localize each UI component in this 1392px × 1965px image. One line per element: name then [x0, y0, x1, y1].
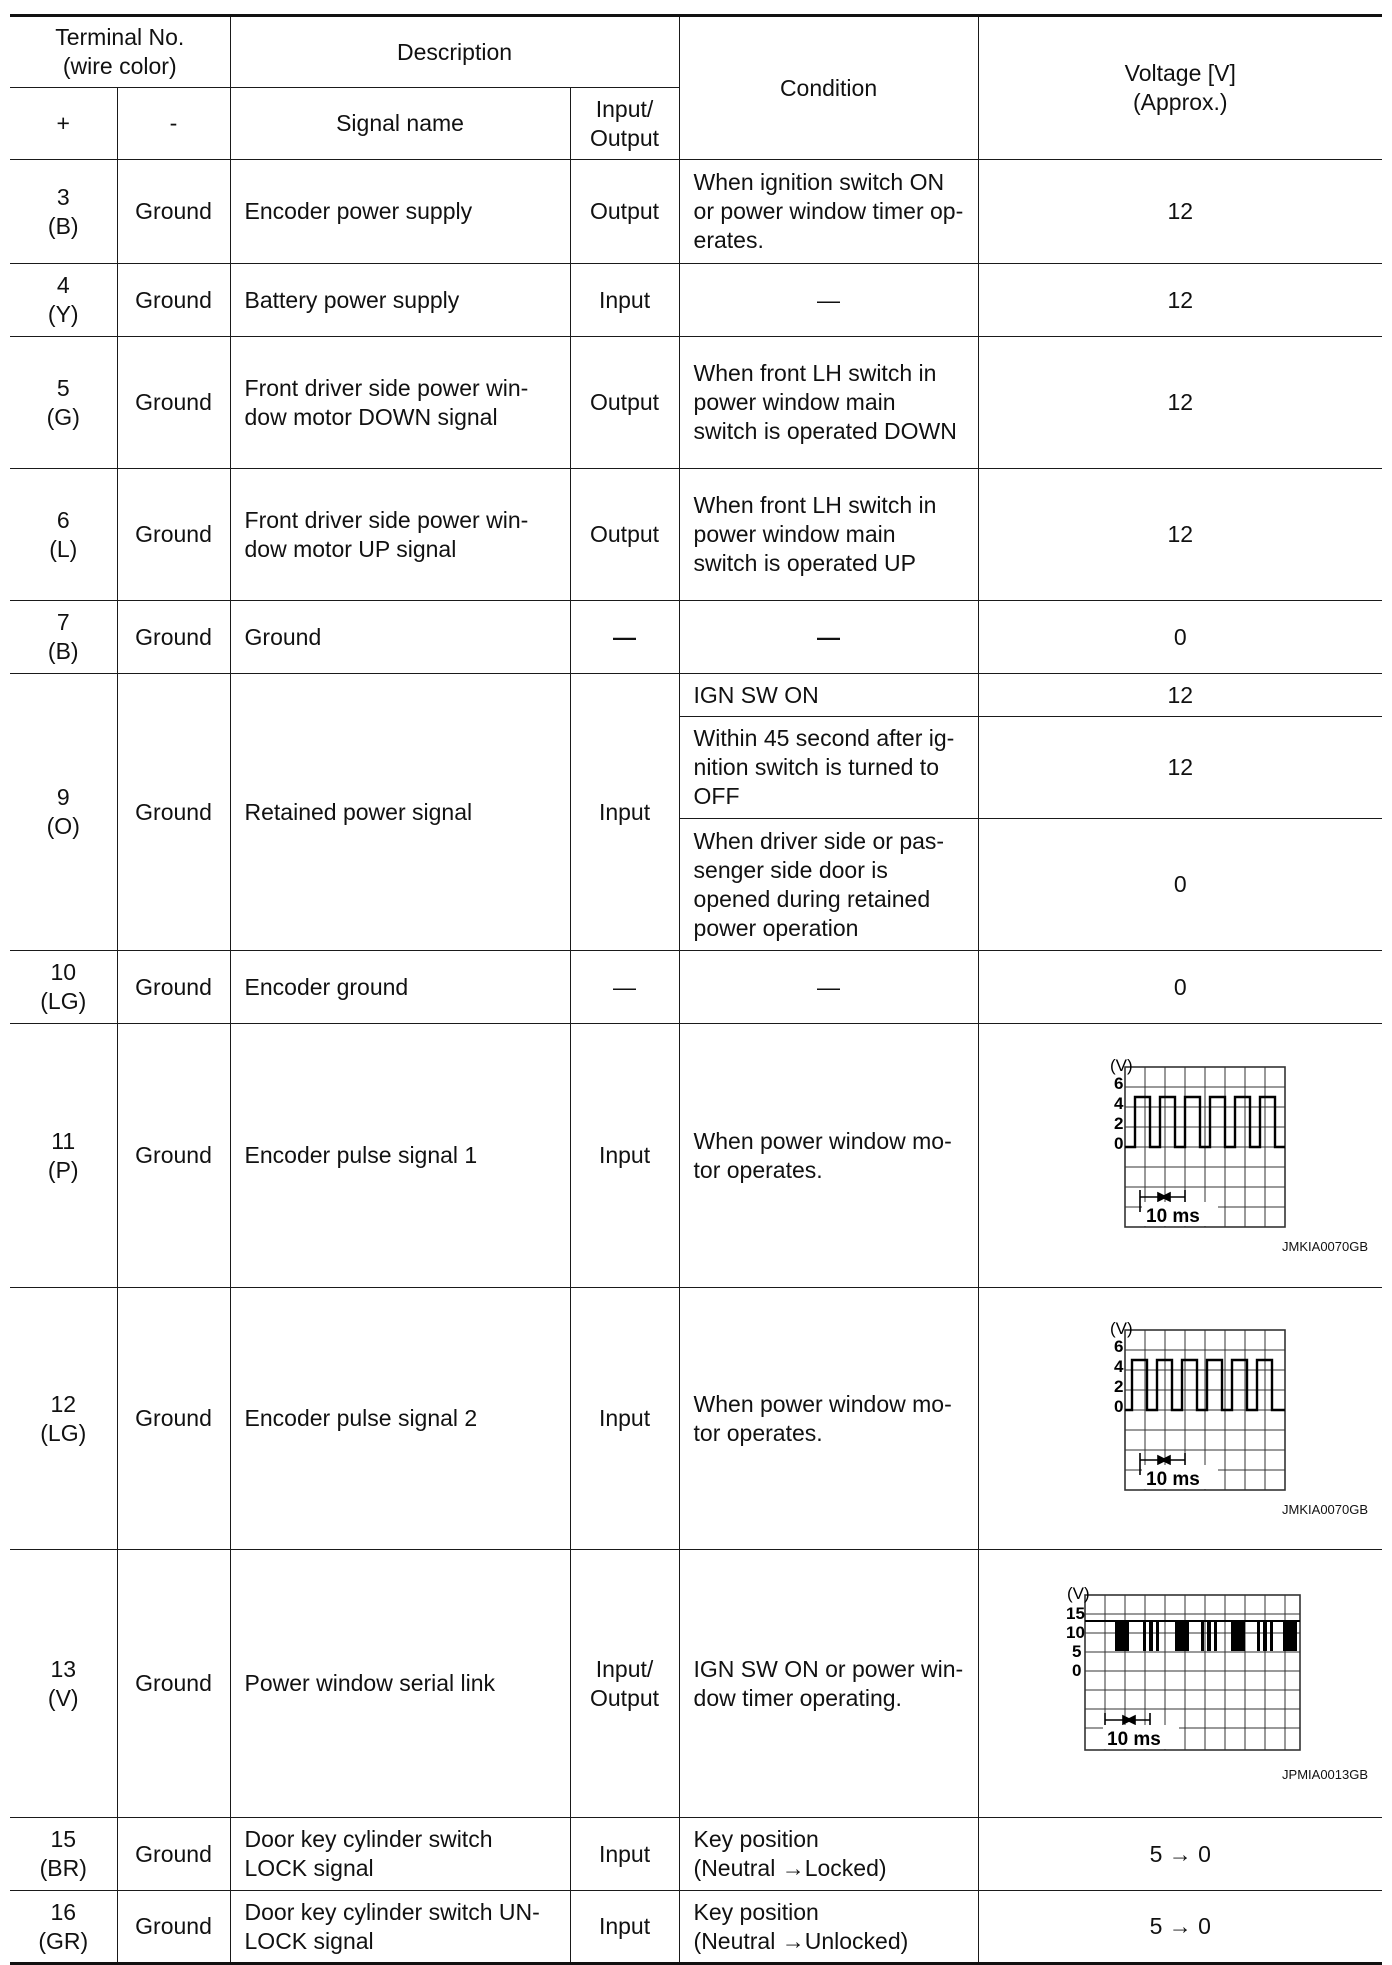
signal-name-cell: Encoder ground: [230, 951, 570, 1024]
wire-color: (G): [46, 403, 80, 430]
time-scale-label: 10 ms: [1146, 1205, 1201, 1227]
condition-cell: Within 45 second after ig-nition switch is turned to OFF: [679, 717, 978, 819]
io-cell: Input: [570, 1288, 679, 1550]
condition-cell: [679, 1891, 978, 1964]
table-row: [10, 264, 1382, 337]
tick-label: 6: [1114, 1073, 1124, 1093]
wire-color: (P): [47, 1156, 79, 1183]
serial-bursts: [1115, 1621, 1297, 1651]
io-header: [570, 88, 679, 160]
negative-cell: Ground: [117, 1818, 230, 1891]
tick-label: 2: [1114, 1113, 1124, 1133]
tick-label: 6: [1114, 1336, 1124, 1356]
terminal-cell: [10, 674, 117, 951]
terminal-number: 9: [56, 784, 70, 810]
io-cell: Input: [570, 674, 679, 951]
negative-cell: Ground: [117, 1024, 230, 1288]
wire-color: (GR): [38, 1927, 89, 1954]
terminal-number: 15: [50, 1826, 77, 1852]
minus-header: -: [117, 88, 230, 160]
signal-name-cell: Power window serial link: [230, 1550, 570, 1818]
io-cell: —: [570, 601, 679, 674]
waveform: [993, 1057, 1369, 1255]
signal-name-cell: Encoder pulse signal 1: [230, 1024, 570, 1288]
io-cell: Output: [570, 160, 679, 264]
voltage-cell: 12: [978, 469, 1382, 601]
terminal-cell: [10, 1550, 117, 1818]
signal-name-cell: Front driver side power win-dow motor DOWN signal: [230, 337, 570, 469]
terminal-cell: [10, 1024, 117, 1288]
io-cell: Output: [570, 337, 679, 469]
condition-cell: When front LH switch in power window main switch is operated UP: [679, 469, 978, 601]
terminal-number: 3: [56, 183, 70, 210]
condition-cell: When power window mo-tor operates.: [679, 1024, 978, 1288]
time-scale-label: 10 ms: [1107, 1728, 1162, 1750]
table-row: [10, 469, 1382, 601]
condition-line-1: Key position: [693, 1898, 819, 1925]
figure-code: JMKIA0070GB: [1282, 1238, 1369, 1254]
table-row: [10, 337, 1382, 469]
tick-label: 10: [1066, 1622, 1086, 1642]
negative-cell: Ground: [117, 469, 230, 601]
voltage-cell: 12: [978, 717, 1382, 819]
header-row-1: [10, 16, 1382, 88]
terminal-number: 6: [56, 506, 70, 533]
io-cell: Input: [570, 1024, 679, 1288]
condition-cell: —: [679, 951, 978, 1024]
terminal-number: 10: [50, 959, 77, 985]
wire-color: (LG): [40, 988, 87, 1014]
voltage-cell: 12: [978, 337, 1382, 469]
tick-label: 2: [1114, 1376, 1124, 1396]
table-row: [10, 674, 1382, 717]
terminal-number: 13: [50, 1655, 77, 1682]
voltage-cell: 12: [978, 264, 1382, 337]
axis-unit: (V): [1067, 1584, 1090, 1603]
table-row: [10, 1818, 1382, 1891]
figure-code: JMKIA0070GB: [1282, 1501, 1369, 1517]
voltage-waveform-cell: [978, 1288, 1382, 1550]
wire-color: (B): [47, 638, 79, 664]
voltage-cell: 12: [978, 674, 1382, 717]
tick-label: 4: [1114, 1356, 1124, 1376]
io-cell: Output: [570, 469, 679, 601]
terminal-cell: [10, 160, 117, 264]
condition-header: Condition: [679, 16, 978, 160]
condition-cell: —: [679, 264, 978, 337]
condition-cell: IGN SW ON: [679, 674, 978, 717]
tick-label: 0: [1072, 1660, 1082, 1680]
wire-color: (BR): [39, 1855, 87, 1881]
tick-label: 4: [1114, 1093, 1124, 1113]
wire-color-label: (wire color): [62, 53, 177, 79]
voltage-cell: 0: [978, 601, 1382, 674]
signal-name-cell: Front driver side power win-dow motor UP signal: [230, 469, 570, 601]
table-row: [10, 1550, 1382, 1818]
negative-cell: Ground: [117, 674, 230, 951]
signal-name-cell: Door key cylinder switch LOCK signal: [230, 1818, 570, 1891]
waveform: [993, 1585, 1369, 1783]
figure-code: JPMIA0013GB: [1282, 1766, 1369, 1782]
io-label-2: Output: [590, 1684, 660, 1711]
tick-label: 0: [1114, 1133, 1124, 1153]
condition-line-2: (Neutral →Unlocked): [693, 1927, 909, 1954]
signal-name-cell: Ground: [230, 601, 570, 674]
terminal-cell: [10, 1818, 117, 1891]
voltage-waveform-cell: [978, 1550, 1382, 1818]
condition-cell: When power window mo-tor operates.: [679, 1288, 978, 1550]
voltage-cell: 0: [978, 819, 1382, 951]
wire-color: (LG): [40, 1419, 87, 1446]
io-label-2: Output: [590, 124, 660, 151]
terminal-cell: [10, 1891, 117, 1964]
condition-cell: When driver side or pas-senger side door is opened during retained power operation: [679, 819, 978, 951]
negative-cell: Ground: [117, 601, 230, 674]
condition-cell: When ignition switch ON or power window timer op-erates.: [679, 160, 978, 264]
negative-cell: Ground: [117, 337, 230, 469]
terminal-number: 12: [50, 1390, 77, 1417]
tick-label: 15: [1066, 1603, 1086, 1623]
negative-cell: Ground: [117, 951, 230, 1024]
terminal-cell: [10, 469, 117, 601]
condition-cell: [679, 1818, 978, 1891]
condition-cell: —: [679, 601, 978, 674]
terminal-table: [10, 14, 1382, 1965]
negative-cell: Ground: [117, 1288, 230, 1550]
axis-unit: (V): [1110, 1319, 1133, 1338]
terminal-number: 11: [51, 1127, 76, 1154]
voltage-header: [978, 16, 1382, 160]
terminal-number: 5: [56, 374, 70, 401]
signal-name-cell: Retained power signal: [230, 674, 570, 951]
wire-color: (O): [46, 813, 80, 839]
table-row: [10, 1891, 1382, 1964]
signal-name-cell: Battery power supply: [230, 264, 570, 337]
io-label-1: Input/: [595, 1655, 654, 1682]
table-row: [10, 160, 1382, 264]
signal-name-cell: Encoder pulse signal 2: [230, 1288, 570, 1550]
negative-cell: Ground: [117, 1550, 230, 1818]
terminal-cell: [10, 951, 117, 1024]
io-cell: Input: [570, 1818, 679, 1891]
io-cell: [570, 1550, 679, 1818]
axis-unit: (V): [1110, 1056, 1133, 1075]
wire-color: (Y): [47, 301, 79, 327]
negative-cell: Ground: [117, 264, 230, 337]
plus-header: +: [10, 88, 117, 160]
condition-line-1: Key position: [693, 1826, 819, 1852]
serial-link-waveform-graph: [1035, 1585, 1325, 1765]
condition-cell: When front LH switch in power window main switch is operated DOWN: [679, 337, 978, 469]
pulse-waveform-graph: [1070, 1320, 1290, 1500]
wire-color: (V): [47, 1684, 79, 1711]
description-header: Description: [230, 16, 679, 88]
voltage-cell: 0: [978, 951, 1382, 1024]
terminal-no-header: [10, 16, 230, 88]
io-cell: —: [570, 951, 679, 1024]
negative-cell: Ground: [117, 1891, 230, 1964]
terminal-number: 7: [56, 609, 70, 635]
io-label-1: Input/: [595, 95, 654, 122]
tick-label: 0: [1114, 1396, 1124, 1416]
terminal-no-label: Terminal No.: [55, 24, 185, 50]
terminal-number: 4: [56, 272, 70, 298]
wire-color: (B): [47, 212, 79, 239]
voltage-cell: 5 → 0: [978, 1818, 1382, 1891]
condition-line-2: (Neutral →Locked): [693, 1855, 887, 1881]
tick-label: 5: [1072, 1641, 1082, 1661]
pulse-waveform-graph: [1070, 1057, 1290, 1237]
signal-name-cell: Encoder power supply: [230, 160, 570, 264]
voltage-waveform-cell: [978, 1024, 1382, 1288]
terminal-cell: [10, 337, 117, 469]
voltage-cell: 12: [978, 160, 1382, 264]
terminal-number: 16: [50, 1898, 77, 1925]
table-row: [10, 951, 1382, 1024]
approx-label: (Approx.): [1132, 89, 1228, 115]
terminal-cell: [10, 1288, 117, 1550]
time-scale-label: 10 ms: [1146, 1468, 1201, 1490]
waveform: [993, 1320, 1369, 1518]
wire-color: (L): [49, 535, 78, 562]
voltage-cell: 5 → 0: [978, 1891, 1382, 1964]
terminal-cell: [10, 601, 117, 674]
condition-cell: IGN SW ON or power win-dow timer operating.: [679, 1550, 978, 1818]
table-row: [10, 1288, 1382, 1550]
terminal-cell: [10, 264, 117, 337]
voltage-label: Voltage [V]: [1124, 60, 1236, 86]
negative-cell: Ground: [117, 160, 230, 264]
io-cell: Input: [570, 264, 679, 337]
table-row: [10, 601, 1382, 674]
io-cell: Input: [570, 1891, 679, 1964]
table-row: [10, 1024, 1382, 1288]
signal-name-cell: Door key cylinder switch UN-LOCK signal: [230, 1891, 570, 1964]
signal-name-header: Signal name: [230, 88, 570, 160]
